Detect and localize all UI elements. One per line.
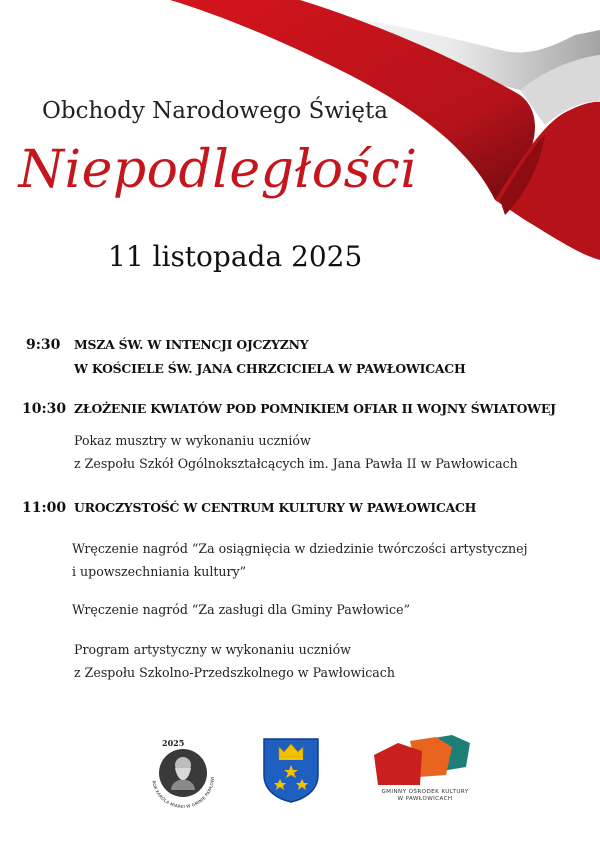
gok-pawlowice-logo bbox=[370, 733, 480, 789]
event-flowers: ZŁOŻENIE KWIATÓW POD POMNIKIEM OFIAR II WOJNY ŚWIATOWEJ bbox=[74, 401, 556, 416]
event-ceremony: UROCZYSTOŚĆ W CENTRUM KULTURY W PAWŁOWICACH bbox=[74, 500, 477, 515]
award-culture-line2: i upowszechniania kultury” bbox=[72, 564, 247, 579]
event-mass-line1: MSZA ŚW. W INTENCJI OJCZYZNY bbox=[74, 337, 309, 352]
time-10-30: 10:30 bbox=[22, 401, 67, 417]
award-merit: Wręczenie nagród “Za zasługi dla Gminy Pawłowice” bbox=[72, 602, 411, 617]
gok-label-line2: W PAWŁOWICACH bbox=[397, 796, 453, 802]
event-date: 11 listopada 2025 bbox=[108, 240, 363, 273]
subtitle: Obchody Narodowego Święta bbox=[42, 98, 388, 124]
badge-year: 2025 bbox=[162, 738, 185, 748]
badge-text: ROK KAROLA MIARKI W GMINIE PAWŁOWI bbox=[151, 776, 216, 810]
rok-karola-miarki-badge bbox=[142, 732, 224, 814]
time-9-30: 9:30 bbox=[26, 337, 61, 353]
page-title: Niepodległości bbox=[18, 140, 418, 200]
art-program-line1: Program artystyczny w wykonaniu uczniów bbox=[74, 642, 351, 657]
flag-ribbon-decoration bbox=[0, 0, 600, 270]
time-11-00: 11:00 bbox=[22, 500, 67, 516]
drill-show-line2: z Zespołu Szkół Ogólnokształcących im. Jana Pawła II w Pawłowicach bbox=[74, 456, 518, 471]
gok-label bbox=[370, 789, 480, 803]
event-mass-line2: W KOŚCIELE ŚW. JANA CHRZCICIELA W PAWŁOWICACH bbox=[74, 361, 466, 376]
art-program-line2: z Zespołu Szkolno-Przedszkolnego w Pawłowicach bbox=[74, 665, 395, 680]
drill-show-line1: Pokaz musztry w wykonaniu uczniów bbox=[74, 433, 311, 448]
coat-of-arms-emblem bbox=[262, 737, 320, 803]
award-culture-line1: Wręczenie nagród “Za osiągnięcia w dziedzinie twórczości artystycznej bbox=[72, 541, 528, 556]
gok-label-line1: GMINNY OŚRODEK KULTURY bbox=[381, 789, 469, 795]
